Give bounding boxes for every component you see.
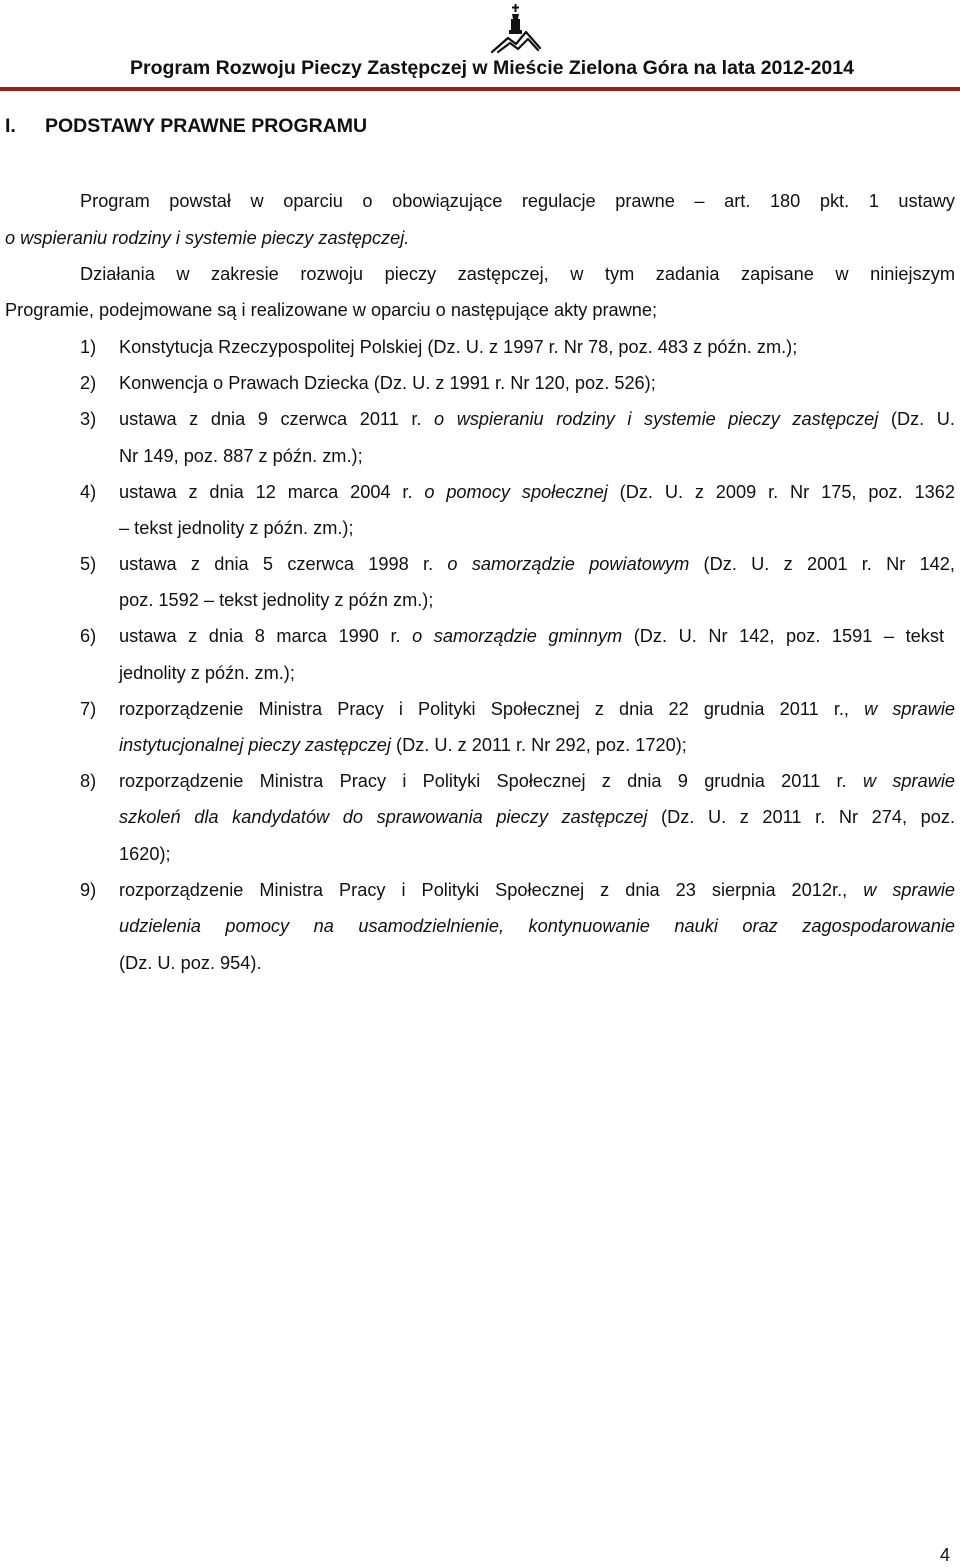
list-item-text: (Dz. U. poz. 954). [119,953,262,973]
paragraph-2-line-2: Programie, podejmowane są i realizowane w oparciu o następujące akty prawne; [5,300,658,320]
list-item-text: rozporządzenie Ministra Pracy i Polityki Społecznej z dnia 23 sierpnia 2012r., w sprawie [119,880,955,900]
list-item-text: – tekst jednolity z późn. zm.); [119,518,354,538]
church-on-hill-logo-icon [488,2,544,56]
list-item-text: szkoleń dla kandydatów do sprawowania pieczy zastępczej (Dz. U. z 2011 r. Nr 274, poz. [119,807,955,827]
list-item-text: Nr 149, poz. 887 z późn. zm.); [119,446,363,466]
list-item-text: Konstytucja Rzeczypospolitej Polskiej (Dz. U. z 1997 r. Nr 78, poz. 483 z późn. zm.); [119,337,798,357]
list-item-number: 1) [80,337,97,357]
list-item-number: 4) [80,482,97,502]
list-item-number: 7) [80,699,97,719]
paragraph-1-line-1: Program powstał w oparciu o obowiązujące regulacje prawne – art. 180 pkt. 1 ustawy [80,191,955,211]
list-item-number: 2) [80,373,97,393]
list-item-text: rozporządzenie Ministra Pracy i Polityki Społecznej z dnia 9 grudnia 2011 r. w sprawie [119,771,955,791]
list-item-text: ustawa z dnia 5 czerwca 1998 r. o samorządzie powiatowym (Dz. U. z 2001 r. Nr 142, [119,554,955,574]
list-item-text: poz. 1592 – tekst jednolity z późn zm.); [119,590,434,610]
list-item-text: Konwencja o Prawach Dziecka (Dz. U. z 1991 r. Nr 120, poz. 526); [119,373,656,393]
list-item-text: instytucjonalnej pieczy zastępczej (Dz. U. z 2011 r. Nr 292, poz. 1720); [119,735,687,755]
list-item-text: rozporządzenie Ministra Pracy i Polityki Społecznej z dnia 22 grudnia 2011 r., w sprawie [119,699,955,719]
list-item-number: 9) [80,880,97,900]
section-title: PODSTAWY PRAWNE PROGRAMU [45,115,368,137]
list-item-number: 5) [80,554,97,574]
section-heading [5,115,367,138]
list-item-number: 6) [80,626,97,646]
document-header-title: Program Rozwoju Pieczy Zastępczej w Mieście Zielona Góra na lata 2012-2014 [130,57,854,79]
list-item-text: 1620); [119,844,171,864]
page-number: 4 [940,1545,951,1565]
list-item-number: 8) [80,771,97,791]
header-divider [0,87,960,91]
paragraph-2-line-1: Działania w zakresie rozwoju pieczy zastępczej, w tym zadania zapisane w niniejszym [80,264,955,284]
list-item-text: udzielenia pomocy na usamodzielnienie, kontynuowanie nauki oraz zagospodarowanie [119,916,955,936]
list-item-number: 3) [80,409,97,429]
list-item-text: jednolity z późn. zm.); [119,663,295,683]
list-item-text: ustawa z dnia 9 czerwca 2011 r. o wspieraniu rodziny i systemie pieczy zastępczej (Dz. U. [119,409,955,429]
list-item-text: ustawa z dnia 12 marca 2004 r. o pomocy społecznej (Dz. U. z 2009 r. Nr 175, poz. 1362 [119,482,955,502]
paragraph-1-line-2: o wspieraniu rodziny i systemie pieczy zastępczej. [5,228,410,248]
section-number: I. [5,115,16,137]
list-item-text: ustawa z dnia 8 marca 1990 r. o samorządzie gminnym (Dz. U. Nr 142, poz. 1591 – tekst [119,626,944,646]
